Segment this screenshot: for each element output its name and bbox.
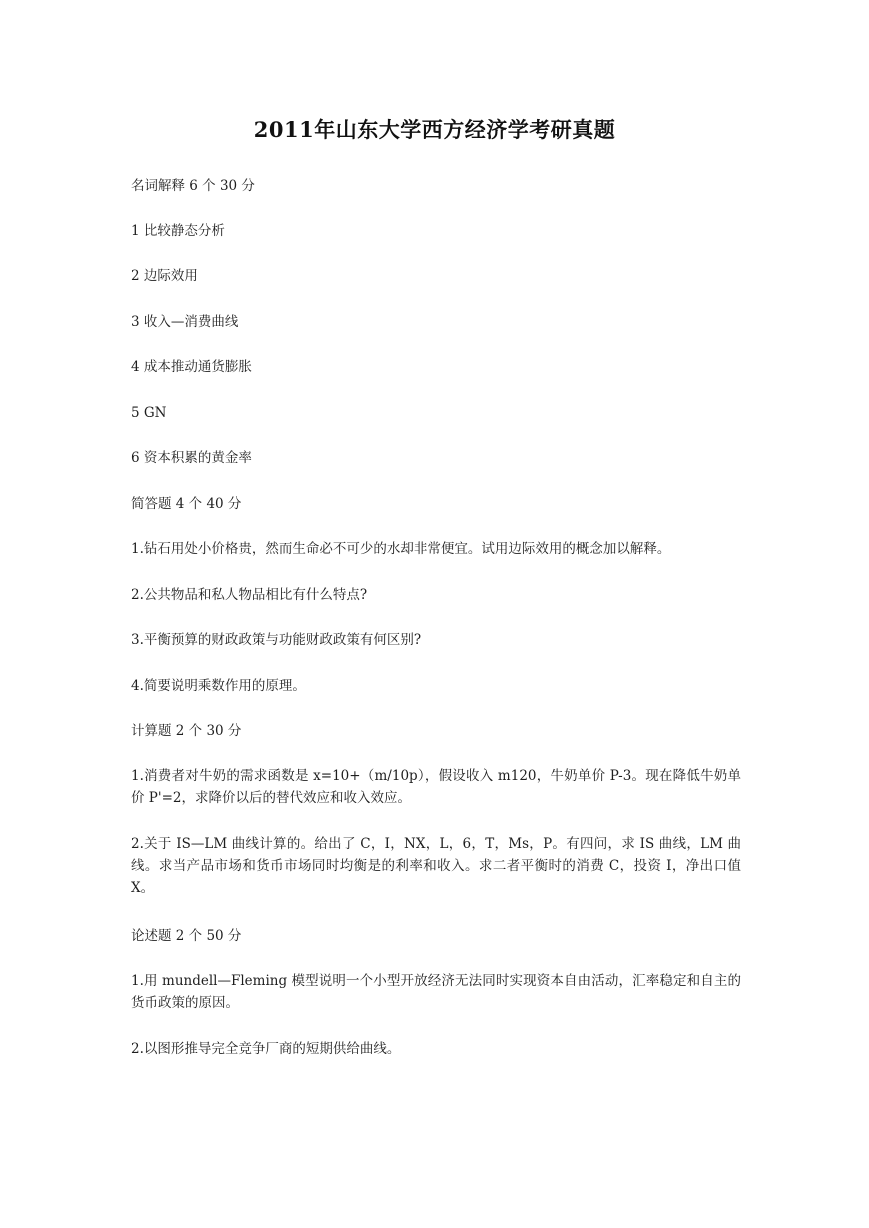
list-item: 1.钻石用处小价格贵，然而生命必不可少的水却非常便宜。试用边际效用的概念加以解释。 — [131, 541, 671, 557]
section-heading-short-answer: 简答题 4 个 40 分 — [131, 496, 242, 512]
list-item: 3 收入—消费曲线 — [131, 314, 239, 330]
section-heading-calculation: 计算题 2 个 30 分 — [131, 723, 242, 739]
list-item: 6 资本积累的黄金率 — [131, 450, 252, 466]
document-title: 2011年山东大学西方经济学考研真题 — [253, 117, 616, 142]
list-item: 5 GN — [131, 405, 167, 421]
list-item: 2 边际效用 — [131, 268, 198, 284]
list-item: 1 比较静态分析 — [131, 223, 225, 239]
list-item: 4.简要说明乘数作用的原理。 — [131, 678, 306, 694]
list-item: 2.公共物品和私人物品相比有什么特点? — [131, 587, 368, 603]
section-heading-terms: 名词解释 6 个 30 分 — [131, 178, 255, 194]
list-item: 3.平衡预算的财政政策与功能财政政策有何区别? — [131, 632, 422, 648]
section-heading-essay: 论述题 2 个 50 分 — [131, 928, 242, 944]
list-item: 1.用 mundell—Fleming 模型说明一个小型开放经济无法同时实现资本自由活动，汇率稳定和自主的货币政策的原因。 — [131, 973, 741, 1011]
list-item: 2.以图形推导完全竞争厂商的短期供给曲线。 — [131, 1041, 401, 1057]
list-item: 2.关于 IS—LM 曲线计算的。给出了 C，I，NX，L，6，T，Ms，P。有四问，求 IS 曲线，LM 曲线。求当产品市场和货币市场同时均衡是的利率和收入。求二者平衡时的消费 C，投资 I，净出口值 X。 — [131, 836, 741, 896]
list-item: 4 成本推动通货膨胀 — [131, 359, 252, 375]
list-item: 1.消费者对牛奶的需求函数是 x=10+（m/10p），假设收入 m120，牛奶单价 P-3。现在降低牛奶单价 P'=2，求降价以后的替代效应和收入效应。 — [131, 768, 741, 806]
